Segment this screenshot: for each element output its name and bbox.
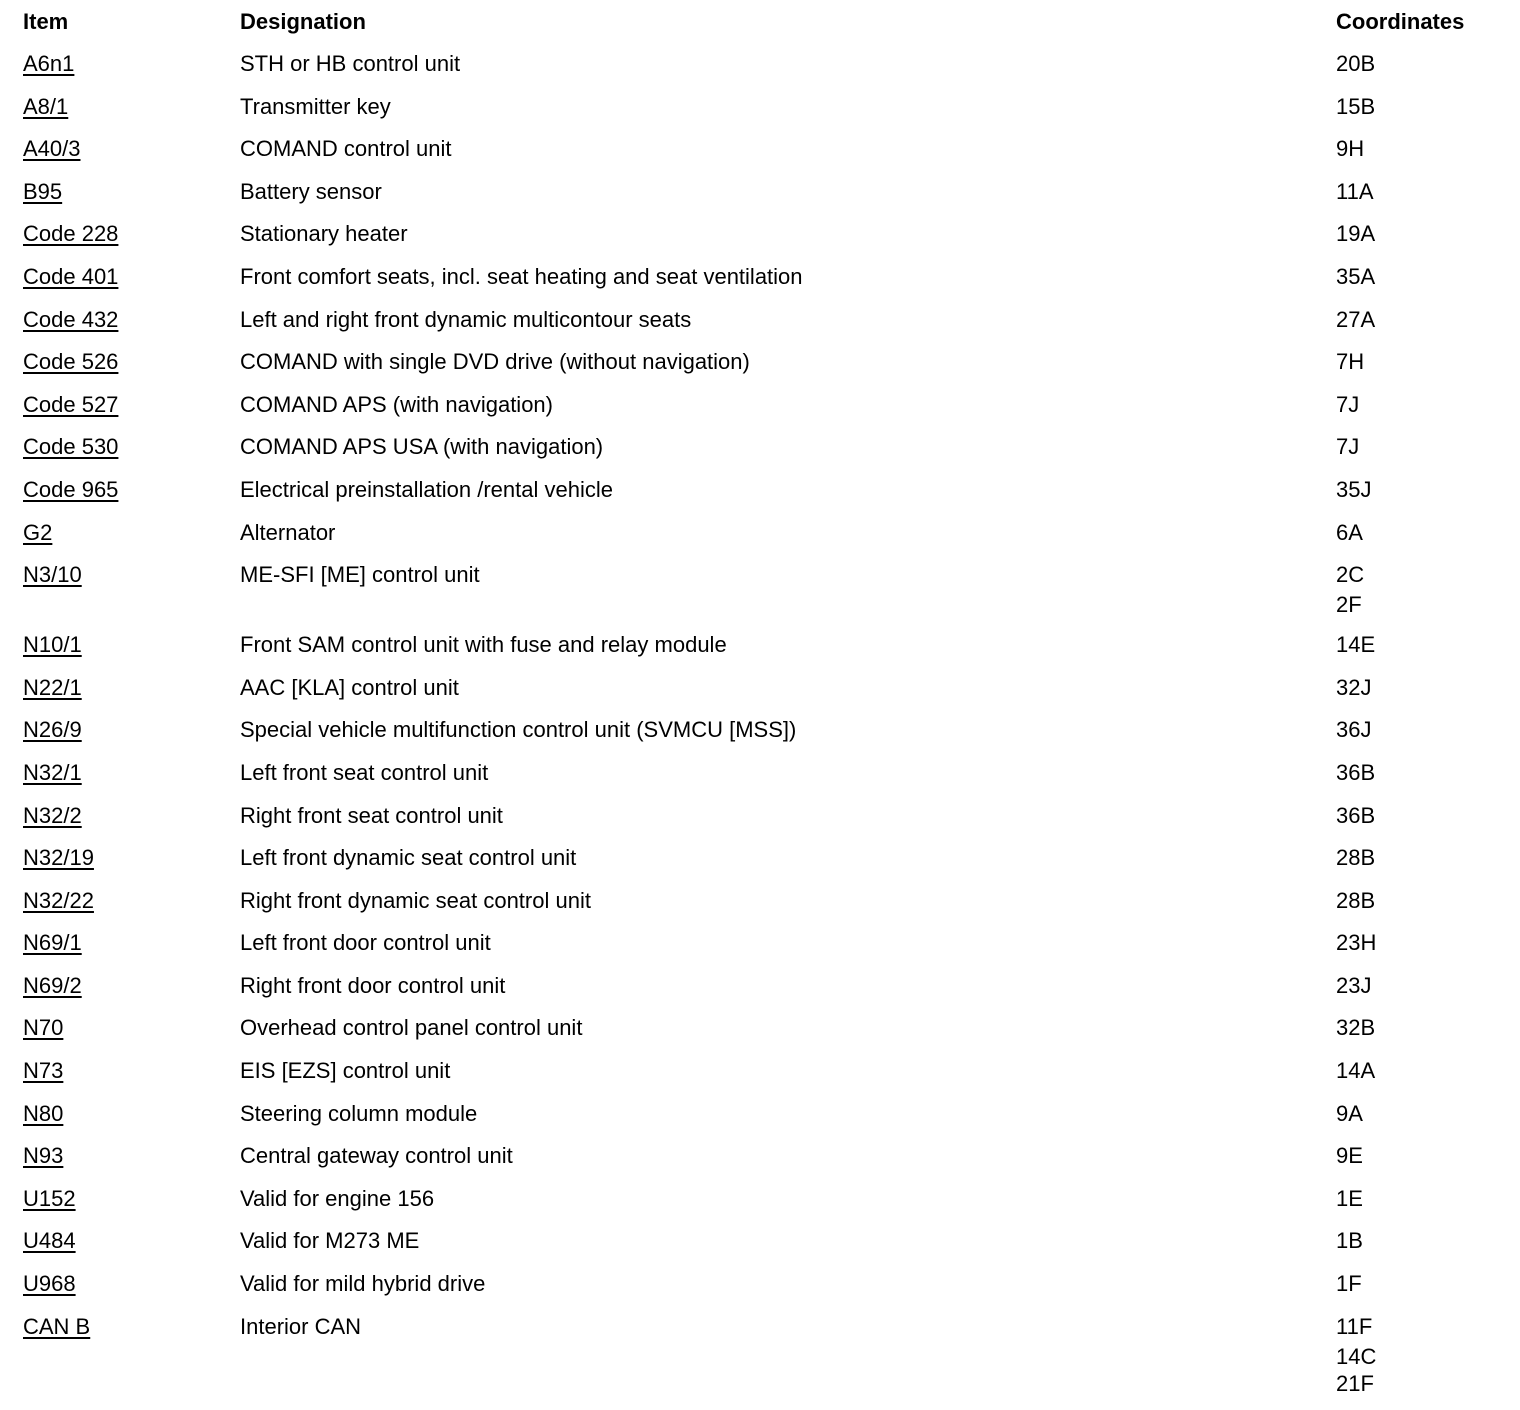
coordinate-value: 2F [1336, 592, 1362, 618]
designation-cell: COMAND APS (with navigation) [240, 391, 553, 417]
item-cell [23, 133, 81, 165]
header-designation: Designation [240, 9, 366, 34]
designation-cell: Electrical preinstallation /rental vehicle [240, 476, 613, 502]
item-link[interactable]: A40/3 [23, 136, 81, 162]
item-link[interactable]: N69/1 [23, 930, 82, 956]
coordinate-value: 1F [1336, 1271, 1362, 1297]
coordinate-value: 7J [1336, 434, 1360, 460]
designation-cell: STH or HB control unit [240, 51, 461, 76]
coordinate-value: 20B [1336, 51, 1376, 76]
item-cell [23, 1055, 63, 1087]
coordinate-value: 35J [1336, 476, 1372, 502]
designation-cell: Stationary heater [240, 221, 408, 247]
coordinate-value: 21F [1336, 1370, 1374, 1396]
coordinate-value: 9H [1336, 136, 1365, 162]
item-cell [23, 1140, 63, 1172]
coordinate-value: 1B [1336, 1228, 1363, 1254]
item-link[interactable]: A8/1 [23, 93, 69, 119]
item-link[interactable]: U968 [23, 1271, 76, 1297]
coordinate-value: 7J [1336, 391, 1360, 417]
coordinate-value: 14E [1336, 632, 1376, 658]
item-link[interactable]: Code 965 [23, 476, 119, 502]
designation-cell: Steering column module [240, 1100, 478, 1126]
item-link[interactable]: N32/1 [23, 759, 82, 785]
coordinate-value: 7H [1336, 349, 1365, 375]
item-cell [23, 431, 118, 463]
item-cell [23, 48, 74, 80]
coordinates-cell [1336, 1140, 1363, 1172]
item-link[interactable]: N69/2 [23, 972, 82, 998]
coordinates-cell [1336, 304, 1375, 336]
item-link[interactable]: Code 432 [23, 306, 119, 332]
coordinates-cell [1336, 970, 1371, 1002]
coordinate-value: 14C [1336, 1343, 1377, 1369]
item-cell [23, 1098, 63, 1130]
item-cell [23, 517, 52, 549]
designation-cell: ME-SFI [ME] control unit [240, 562, 480, 588]
coordinates-cell [1336, 133, 1364, 165]
coordinate-value: 11A [1336, 178, 1374, 204]
designation-cell: AAC [KLA] control unit [240, 674, 459, 700]
item-link[interactable]: N80 [23, 1100, 64, 1126]
designation-cell: Front comfort seats, incl. seat heating and seat ventilation [240, 263, 803, 289]
designation-cell: Valid for M273 ME [240, 1228, 420, 1254]
coordinate-value: 19A [1336, 221, 1376, 247]
item-link[interactable]: Code 530 [23, 434, 119, 460]
item-cell [23, 218, 118, 250]
coordinates-cell [1336, 389, 1359, 421]
coordinate-value: 35A [1336, 263, 1376, 289]
designation-cell: EIS [EZS] control unit [240, 1058, 451, 1084]
header-coordinates: Coordinates [1336, 9, 1465, 34]
coordinate-value: 9E [1336, 1143, 1363, 1169]
coordinate-value: 36J [1336, 717, 1372, 743]
designation-cell: Left and right front dynamic multicontour seats [240, 306, 692, 332]
coordinates-cell [1336, 91, 1375, 123]
item-cell [23, 714, 82, 746]
designation-cell: Valid for engine 156 [240, 1185, 435, 1211]
coordinate-value: 28B [1336, 845, 1376, 871]
designation-cell: COMAND APS USA (with navigation) [240, 434, 604, 460]
designation-cell: Transmitter key [240, 93, 391, 119]
item-cell [23, 927, 82, 959]
item-link[interactable]: Code 527 [23, 391, 119, 417]
coordinates-cell [1336, 842, 1375, 874]
item-cell [23, 304, 118, 336]
coordinate-value: 28B [1336, 887, 1376, 913]
item-link[interactable]: N32/19 [23, 845, 94, 871]
item-link[interactable]: N32/2 [23, 802, 82, 828]
coordinate-value: 36B [1336, 802, 1376, 828]
item-link[interactable]: G2 [23, 519, 53, 545]
coordinate-value: 36B [1336, 759, 1376, 785]
coordinates-cell [1336, 1183, 1363, 1215]
item-cell [23, 1183, 76, 1215]
coordinates-cell [1336, 1311, 1376, 1397]
coordinate-value: 27A [1336, 306, 1376, 332]
coordinate-value: 14A [1336, 1058, 1376, 1084]
item-link[interactable]: N70 [23, 1015, 64, 1041]
designation-cell: COMAND control unit [240, 136, 452, 162]
coordinates-cell [1336, 927, 1376, 959]
item-cell [23, 559, 82, 591]
item-cell [23, 176, 62, 208]
coordinates-cell [1336, 431, 1359, 463]
coordinates-cell [1336, 261, 1375, 293]
item-link[interactable]: U484 [23, 1228, 76, 1254]
designation-cell: Special vehicle multifunction control unit (SVMCU [MSS]) [240, 717, 797, 743]
designation-cell: Front SAM control unit with fuse and relay module [240, 632, 727, 658]
coordinates-cell [1336, 176, 1374, 208]
coordinate-value: 11F [1336, 1313, 1373, 1339]
item-link[interactable]: Code 401 [23, 263, 119, 289]
coordinate-value: 23J [1336, 972, 1372, 998]
item-link[interactable]: U152 [23, 1185, 76, 1211]
designation-cell: Right front seat control unit [240, 802, 503, 828]
item-cell [23, 1012, 63, 1044]
designation-cell: Interior CAN [240, 1313, 362, 1339]
item-link[interactable]: N26/9 [23, 717, 82, 743]
item-link[interactable]: CAN B [23, 1313, 91, 1339]
coordinates-cell [1336, 672, 1371, 704]
coordinates-cell [1336, 757, 1375, 789]
item-link[interactable]: Code 526 [23, 349, 119, 375]
coordinate-value: 15B [1336, 93, 1376, 119]
coordinate-value: 23H [1336, 930, 1377, 956]
coordinate-value: 1E [1336, 1185, 1363, 1211]
item-cell [23, 261, 118, 293]
coordinates-cell [1336, 1012, 1375, 1044]
item-link[interactable]: N3/10 [23, 562, 82, 588]
item-cell [23, 842, 94, 874]
item-cell [23, 91, 68, 123]
coordinates-cell [1336, 474, 1371, 506]
item-cell [23, 970, 82, 1002]
header-item: Item [23, 9, 69, 34]
item-link[interactable]: A6n1 [23, 51, 75, 76]
coordinate-value: 32J [1336, 674, 1372, 700]
item-link[interactable]: B95 [23, 178, 63, 204]
item-cell [23, 474, 118, 506]
coordinates-cell [1336, 1268, 1362, 1300]
coordinates-cell [1336, 1098, 1363, 1130]
designation-cell: Left front dynamic seat control unit [240, 845, 577, 871]
coordinate-value: 9A [1336, 1100, 1363, 1126]
item-cell [23, 800, 82, 832]
coordinates-cell [1336, 885, 1375, 917]
item-link[interactable]: N73 [23, 1058, 64, 1084]
coordinates-cell [1336, 346, 1364, 378]
item-link[interactable]: N10/1 [23, 632, 82, 658]
designation-cell: Alternator [240, 519, 336, 545]
item-cell [23, 629, 82, 661]
coordinates-cell [1336, 1055, 1375, 1087]
coordinates-cell [1336, 559, 1364, 618]
coordinates-cell [1336, 714, 1371, 746]
coordinates-cell [1336, 629, 1375, 661]
coordinates-cell [1336, 48, 1375, 80]
designation-cell: COMAND with single DVD drive (without navigation) [240, 349, 750, 375]
designation-cell: Left front door control unit [240, 930, 491, 956]
coordinate-value: 32B [1336, 1015, 1376, 1041]
coordinates-cell [1336, 1225, 1363, 1257]
designation-cell: Left front seat control unit [240, 759, 489, 785]
designation-cell: Battery sensor [240, 178, 382, 204]
item-cell [23, 1225, 76, 1257]
item-cell [23, 1311, 90, 1343]
item-cell [23, 1268, 76, 1300]
coordinates-cell [1336, 800, 1375, 832]
designation-cell: Overhead control panel control unit [240, 1015, 583, 1041]
coordinates-cell [1336, 218, 1375, 250]
item-link[interactable]: N22/1 [23, 674, 82, 700]
item-cell [23, 389, 118, 421]
coordinate-value: 2C [1336, 562, 1365, 588]
item-cell [23, 757, 82, 789]
item-link[interactable]: N32/22 [23, 887, 94, 913]
designation-cell: Central gateway control unit [240, 1143, 513, 1169]
designation-cell: Valid for mild hybrid drive [240, 1271, 486, 1297]
item-link[interactable]: Code 228 [23, 221, 119, 247]
item-cell [23, 672, 82, 704]
designation-cell: Right front door control unit [240, 972, 506, 998]
item-cell [23, 346, 118, 378]
coordinates-cell [1336, 517, 1363, 549]
item-cell [23, 885, 94, 917]
designation-cell: Right front dynamic seat control unit [240, 887, 591, 913]
item-link[interactable]: N93 [23, 1143, 64, 1169]
coordinate-value: 6A [1336, 519, 1363, 545]
